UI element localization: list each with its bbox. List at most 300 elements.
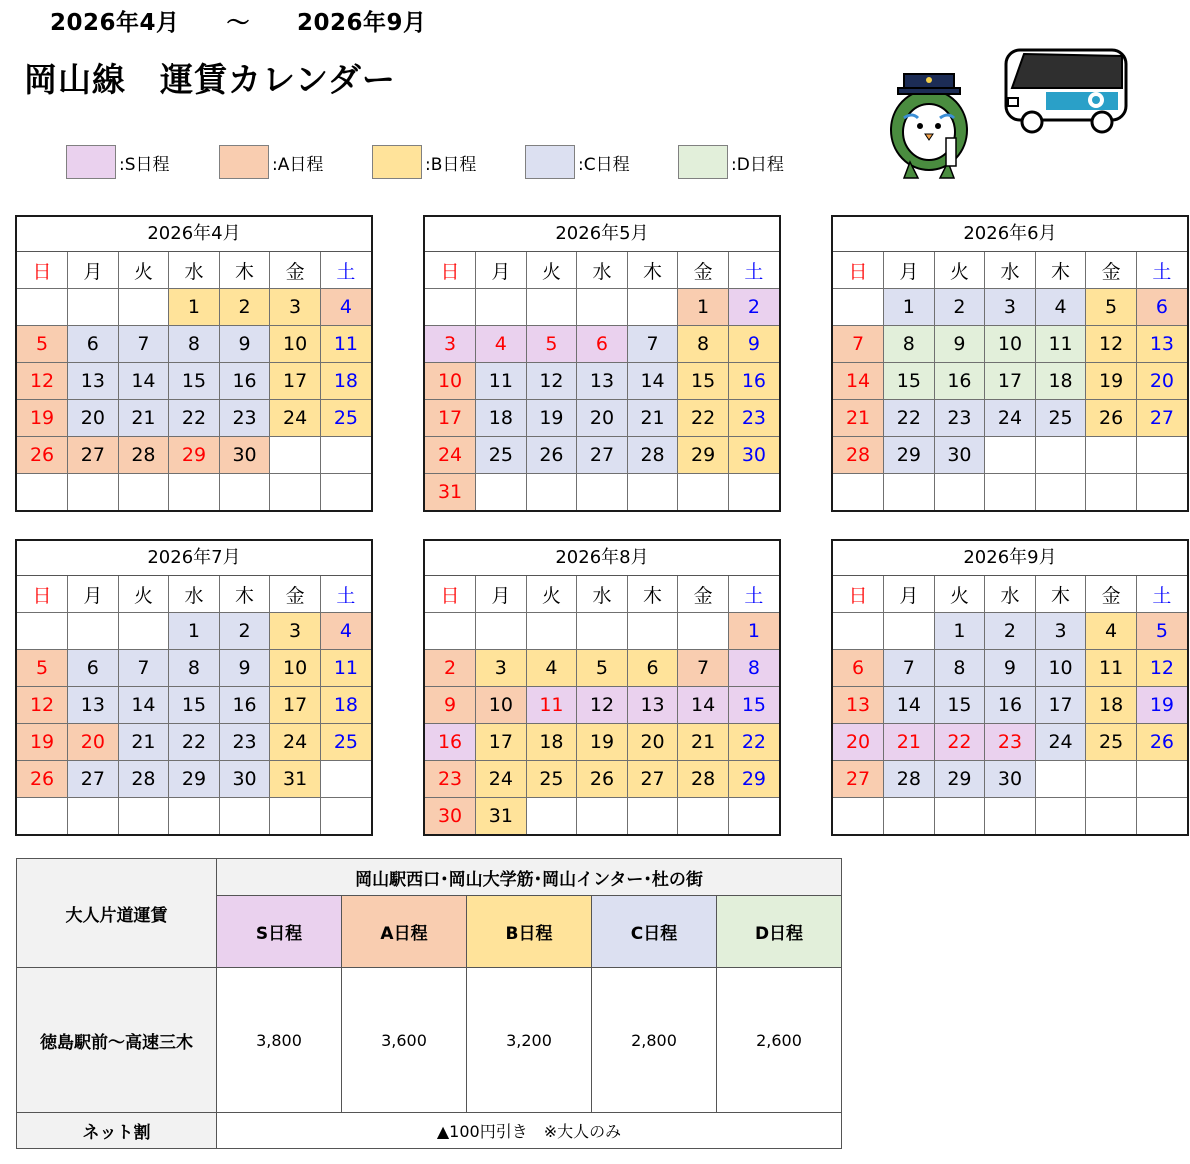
weekday-header: 火	[118, 252, 169, 289]
day-cell: 4	[320, 613, 371, 650]
day-cell: 15	[934, 687, 985, 724]
week-row	[17, 650, 371, 687]
legend-item-d	[678, 145, 784, 179]
day-cell: 7	[884, 650, 935, 687]
day-cell: 21	[833, 400, 884, 437]
legend-label: :B日程	[425, 154, 477, 175]
fare-route-label: 徳島駅前～高速三木	[17, 968, 217, 1113]
weekday-header: 月	[476, 576, 527, 613]
day-cell: 28	[118, 437, 169, 474]
weekday-header: 火	[118, 576, 169, 613]
fare-corner-label: 大人片道運賃	[17, 859, 217, 968]
month-title: 2026年4月	[17, 217, 371, 252]
day-cell: 21	[118, 400, 169, 437]
day-cell: 13	[577, 363, 628, 400]
day-cell: 29	[934, 761, 985, 798]
empty-cell	[577, 289, 628, 326]
day-cell: 22	[884, 400, 935, 437]
week-row	[17, 326, 371, 363]
day-cell: 19	[526, 400, 577, 437]
day-cell: 11	[1035, 326, 1086, 363]
day-cell: 11	[526, 687, 577, 724]
legend-item-a	[219, 145, 323, 179]
empty-cell	[169, 798, 220, 835]
weekday-header: 水	[985, 252, 1036, 289]
schedule-header-a: A日程	[342, 896, 467, 968]
empty-cell	[118, 798, 169, 835]
day-cell: 6	[68, 326, 119, 363]
day-cell: 25	[320, 400, 371, 437]
day-cell: 12	[17, 363, 68, 400]
day-cell: 10	[270, 326, 321, 363]
empty-cell	[1136, 761, 1187, 798]
empty-cell	[833, 613, 884, 650]
day-cell: 18	[320, 363, 371, 400]
empty-cell	[1086, 437, 1137, 474]
day-cell: 7	[627, 326, 678, 363]
fare-table	[16, 858, 842, 1149]
day-cell: 15	[169, 363, 220, 400]
month-calendar	[423, 539, 781, 836]
day-cell: 7	[833, 326, 884, 363]
day-cell: 1	[884, 289, 935, 326]
day-cell: 18	[526, 724, 577, 761]
day-cell: 8	[728, 650, 779, 687]
day-cell: 31	[270, 761, 321, 798]
fare-value-c: 2,800	[592, 968, 717, 1113]
weekday-header: 金	[678, 576, 729, 613]
week-row	[833, 650, 1187, 687]
mascot-icon	[882, 66, 976, 184]
empty-cell	[985, 798, 1036, 835]
weekday-header: 金	[1086, 576, 1137, 613]
empty-cell	[884, 474, 935, 511]
day-cell: 6	[577, 326, 628, 363]
empty-cell	[219, 474, 270, 511]
day-cell: 14	[678, 687, 729, 724]
empty-cell	[526, 289, 577, 326]
day-cell: 22	[728, 724, 779, 761]
week-row	[833, 437, 1187, 474]
week-row	[17, 724, 371, 761]
empty-cell	[1136, 798, 1187, 835]
weekday-header: 木	[219, 576, 270, 613]
legend-item-c	[525, 145, 630, 179]
day-cell: 19	[17, 400, 68, 437]
day-cell: 2	[219, 289, 270, 326]
weekday-header: 水	[169, 252, 220, 289]
empty-cell	[627, 798, 678, 835]
empty-cell	[320, 437, 371, 474]
day-cell: 2	[425, 650, 476, 687]
empty-cell	[678, 613, 729, 650]
day-cell: 29	[678, 437, 729, 474]
day-cell: 14	[118, 363, 169, 400]
week-row	[425, 400, 779, 437]
week-row	[425, 289, 779, 326]
day-cell: 2	[934, 289, 985, 326]
day-cell: 31	[425, 474, 476, 511]
day-cell: 11	[320, 650, 371, 687]
empty-cell	[169, 474, 220, 511]
weekday-header: 土	[1136, 576, 1187, 613]
day-cell: 20	[68, 400, 119, 437]
empty-cell	[526, 798, 577, 835]
day-cell: 6	[627, 650, 678, 687]
week-row	[833, 798, 1187, 835]
day-cell: 18	[320, 687, 371, 724]
day-cell: 25	[1086, 724, 1137, 761]
weekday-header: 日	[17, 252, 68, 289]
day-cell: 8	[934, 650, 985, 687]
fare-value-d: 2,600	[717, 968, 842, 1113]
day-cell: 4	[1086, 613, 1137, 650]
day-cell: 6	[833, 650, 884, 687]
weekday-header: 土	[1136, 252, 1187, 289]
week-row	[833, 326, 1187, 363]
empty-cell	[728, 798, 779, 835]
schedule-header-d: D日程	[717, 896, 842, 968]
day-cell: 5	[577, 650, 628, 687]
empty-cell	[577, 613, 628, 650]
weekday-header: 土	[320, 252, 371, 289]
day-cell: 26	[17, 761, 68, 798]
day-cell: 5	[526, 326, 577, 363]
day-cell: 20	[627, 724, 678, 761]
day-cell: 10	[476, 687, 527, 724]
day-cell: 13	[833, 687, 884, 724]
day-cell: 23	[934, 400, 985, 437]
month-calendar	[15, 215, 373, 512]
empty-cell	[884, 798, 935, 835]
empty-cell	[1086, 761, 1137, 798]
empty-cell	[68, 474, 119, 511]
day-cell: 28	[884, 761, 935, 798]
day-cell: 3	[476, 650, 527, 687]
week-row	[17, 437, 371, 474]
weekday-header: 木	[627, 576, 678, 613]
empty-cell	[320, 798, 371, 835]
weekday-header: 月	[476, 252, 527, 289]
week-row	[425, 474, 779, 511]
day-cell: 30	[425, 798, 476, 835]
day-cell: 19	[1086, 363, 1137, 400]
day-cell: 2	[728, 289, 779, 326]
day-cell: 10	[270, 650, 321, 687]
day-cell: 23	[425, 761, 476, 798]
month-title: 2026年8月	[425, 541, 779, 576]
legend-swatch	[372, 145, 422, 179]
day-cell: 21	[118, 724, 169, 761]
day-cell: 12	[526, 363, 577, 400]
empty-cell	[270, 798, 321, 835]
weekday-header: 水	[577, 252, 628, 289]
empty-cell	[17, 474, 68, 511]
day-cell: 29	[169, 761, 220, 798]
day-cell: 3	[1035, 613, 1086, 650]
schedule-header-s: S日程	[217, 896, 342, 968]
day-cell: 18	[1086, 687, 1137, 724]
weekday-header: 日	[17, 576, 68, 613]
weekday-header: 日	[425, 576, 476, 613]
empty-cell	[833, 474, 884, 511]
empty-cell	[1035, 761, 1086, 798]
empty-cell	[68, 798, 119, 835]
day-cell: 22	[934, 724, 985, 761]
day-cell: 24	[270, 400, 321, 437]
empty-cell	[985, 437, 1036, 474]
day-cell: 21	[627, 400, 678, 437]
day-cell: 14	[118, 687, 169, 724]
weekday-header: 火	[526, 576, 577, 613]
weekday-header: 日	[833, 252, 884, 289]
day-cell: 16	[985, 687, 1036, 724]
day-cell: 29	[728, 761, 779, 798]
day-cell: 30	[934, 437, 985, 474]
empty-cell	[833, 798, 884, 835]
weekday-header: 金	[678, 252, 729, 289]
day-cell: 26	[526, 437, 577, 474]
week-row	[17, 613, 371, 650]
day-cell: 8	[169, 326, 220, 363]
day-cell: 24	[270, 724, 321, 761]
empty-cell	[678, 798, 729, 835]
day-cell: 5	[1136, 613, 1187, 650]
day-cell: 5	[17, 650, 68, 687]
legend-swatch	[678, 145, 728, 179]
legend-item-s	[66, 145, 170, 179]
week-row	[833, 761, 1187, 798]
day-cell: 10	[1035, 650, 1086, 687]
empty-cell	[884, 613, 935, 650]
day-cell: 9	[934, 326, 985, 363]
day-cell: 23	[985, 724, 1036, 761]
week-row	[425, 363, 779, 400]
week-row	[833, 687, 1187, 724]
empty-cell	[17, 798, 68, 835]
day-cell: 18	[1035, 363, 1086, 400]
empty-cell	[1035, 437, 1086, 474]
day-cell: 19	[1136, 687, 1187, 724]
day-cell: 6	[68, 650, 119, 687]
weekday-header: 金	[1086, 252, 1137, 289]
day-cell: 22	[169, 724, 220, 761]
day-cell: 4	[526, 650, 577, 687]
day-cell: 9	[985, 650, 1036, 687]
empty-cell	[1136, 474, 1187, 511]
weekday-header: 月	[68, 252, 119, 289]
day-cell: 4	[320, 289, 371, 326]
day-cell: 15	[169, 687, 220, 724]
week-row	[425, 761, 779, 798]
day-cell: 7	[118, 650, 169, 687]
day-cell: 12	[1136, 650, 1187, 687]
empty-cell	[1086, 798, 1137, 835]
empty-cell	[425, 289, 476, 326]
week-row	[17, 474, 371, 511]
day-cell: 1	[728, 613, 779, 650]
week-row	[425, 798, 779, 835]
day-cell: 28	[833, 437, 884, 474]
week-row	[425, 687, 779, 724]
empty-cell	[118, 474, 169, 511]
month-title: 2026年9月	[833, 541, 1187, 576]
empty-cell	[270, 474, 321, 511]
weekday-header: 木	[1035, 252, 1086, 289]
empty-cell	[577, 474, 628, 511]
empty-cell	[934, 474, 985, 511]
day-cell: 19	[17, 724, 68, 761]
week-row	[425, 650, 779, 687]
day-cell: 4	[476, 326, 527, 363]
bus-icon	[1002, 44, 1132, 136]
week-row	[425, 613, 779, 650]
day-cell: 27	[627, 761, 678, 798]
empty-cell	[17, 613, 68, 650]
day-cell: 19	[577, 724, 628, 761]
day-cell: 23	[219, 724, 270, 761]
day-cell: 14	[627, 363, 678, 400]
day-cell: 16	[728, 363, 779, 400]
fare-value-a: 3,600	[342, 968, 467, 1113]
day-cell: 24	[476, 761, 527, 798]
day-cell: 25	[526, 761, 577, 798]
month-title: 2026年5月	[425, 217, 779, 252]
day-cell: 15	[678, 363, 729, 400]
empty-cell	[833, 289, 884, 326]
day-cell: 27	[1136, 400, 1187, 437]
day-cell: 16	[934, 363, 985, 400]
weekday-header: 月	[68, 576, 119, 613]
day-cell: 23	[728, 400, 779, 437]
day-cell: 11	[1086, 650, 1137, 687]
weekday-header: 土	[728, 576, 779, 613]
day-cell: 16	[219, 687, 270, 724]
legend-label: :A日程	[272, 154, 324, 175]
day-cell: 24	[1035, 724, 1086, 761]
day-cell: 22	[678, 400, 729, 437]
week-row	[425, 326, 779, 363]
weekday-header: 火	[934, 576, 985, 613]
empty-cell	[985, 474, 1036, 511]
empty-cell	[678, 474, 729, 511]
day-cell: 10	[985, 326, 1036, 363]
day-cell: 13	[68, 687, 119, 724]
day-cell: 26	[1136, 724, 1187, 761]
day-cell: 31	[476, 798, 527, 835]
day-cell: 29	[884, 437, 935, 474]
legend-label: :C日程	[578, 154, 630, 175]
week-row	[425, 724, 779, 761]
month-calendar	[831, 539, 1189, 836]
empty-cell	[118, 289, 169, 326]
day-cell: 28	[627, 437, 678, 474]
day-cell: 27	[68, 437, 119, 474]
empty-cell	[1035, 798, 1086, 835]
empty-cell	[627, 613, 678, 650]
weekday-header: 水	[985, 576, 1036, 613]
legend-swatch	[525, 145, 575, 179]
month-calendar	[423, 215, 781, 512]
empty-cell	[17, 289, 68, 326]
day-cell: 29	[169, 437, 220, 474]
day-cell: 6	[1136, 289, 1187, 326]
fare-value-b: 3,200	[467, 968, 592, 1113]
day-cell: 20	[1136, 363, 1187, 400]
day-cell: 4	[1035, 289, 1086, 326]
week-row	[833, 400, 1187, 437]
day-cell: 17	[985, 363, 1036, 400]
day-cell: 1	[934, 613, 985, 650]
day-cell: 14	[833, 363, 884, 400]
day-cell: 7	[118, 326, 169, 363]
day-cell: 1	[678, 289, 729, 326]
day-cell: 5	[17, 326, 68, 363]
day-cell: 5	[1086, 289, 1137, 326]
day-cell: 12	[17, 687, 68, 724]
empty-cell	[68, 289, 119, 326]
weekday-header: 水	[577, 576, 628, 613]
day-cell: 24	[985, 400, 1036, 437]
empty-cell	[476, 474, 527, 511]
day-cell: 3	[270, 613, 321, 650]
month-calendar	[15, 539, 373, 836]
week-row	[833, 724, 1187, 761]
weekday-header: 月	[884, 252, 935, 289]
day-cell: 3	[270, 289, 321, 326]
legend-label: :S日程	[119, 154, 170, 175]
empty-cell	[118, 613, 169, 650]
empty-cell	[1136, 437, 1187, 474]
page-title: 岡山線 運賃カレンダー	[24, 60, 396, 99]
empty-cell	[425, 613, 476, 650]
empty-cell	[1035, 474, 1086, 511]
day-cell: 17	[425, 400, 476, 437]
day-cell: 17	[270, 687, 321, 724]
week-row	[833, 289, 1187, 326]
day-cell: 2	[219, 613, 270, 650]
week-row	[17, 687, 371, 724]
weekday-header: 木	[219, 252, 270, 289]
weekday-header: 月	[884, 576, 935, 613]
day-cell: 10	[425, 363, 476, 400]
day-cell: 25	[320, 724, 371, 761]
week-row	[17, 761, 371, 798]
empty-cell	[934, 798, 985, 835]
day-cell: 30	[219, 761, 270, 798]
fare-value-s: 3,800	[217, 968, 342, 1113]
day-cell: 21	[884, 724, 935, 761]
week-row	[17, 363, 371, 400]
weekday-header: 金	[270, 576, 321, 613]
day-cell: 12	[1086, 326, 1137, 363]
day-cell: 16	[219, 363, 270, 400]
day-cell: 13	[68, 363, 119, 400]
empty-cell	[68, 613, 119, 650]
day-cell: 30	[219, 437, 270, 474]
day-cell: 9	[728, 326, 779, 363]
empty-cell	[627, 289, 678, 326]
weekday-header: 土	[320, 576, 371, 613]
weekday-header: 木	[1035, 576, 1086, 613]
weekday-header: 土	[728, 252, 779, 289]
day-cell: 28	[678, 761, 729, 798]
day-cell: 1	[169, 289, 220, 326]
day-cell: 13	[1136, 326, 1187, 363]
day-cell: 9	[219, 650, 270, 687]
weekday-header: 木	[627, 252, 678, 289]
day-cell: 20	[68, 724, 119, 761]
